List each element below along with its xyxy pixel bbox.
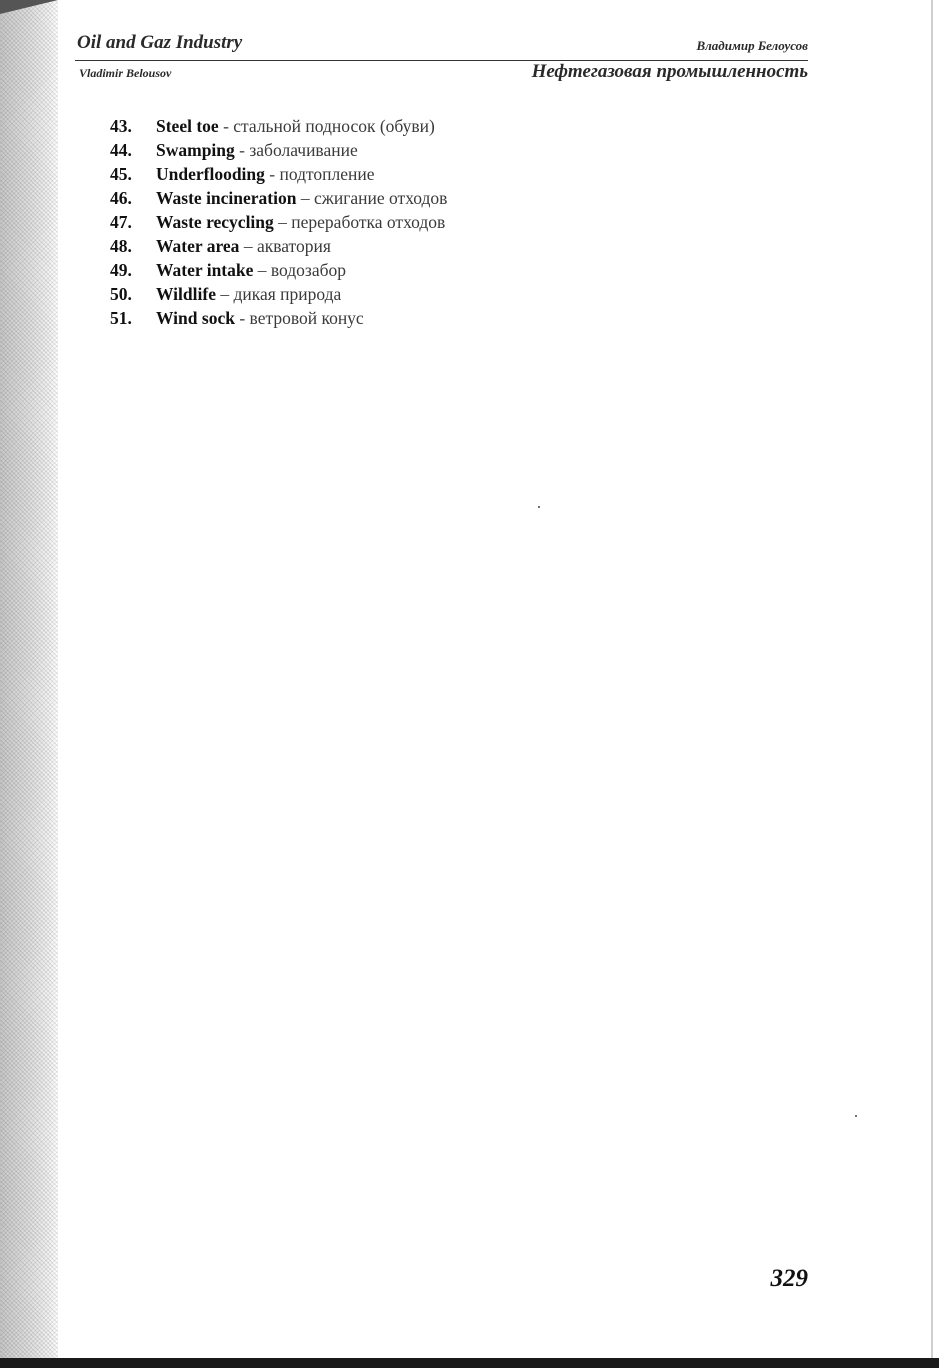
item-number: 47. — [110, 212, 132, 232]
glossary-item — [110, 162, 447, 186]
item-term: Underflooding — [156, 164, 265, 184]
item-translation: переработка отходов — [291, 212, 446, 232]
item-translation: акватория — [256, 236, 331, 256]
scan-corner-shadow — [0, 0, 58, 14]
header-author-ru: Владимир Белоусов — [696, 38, 808, 53]
item-translation: заболачивание — [249, 140, 358, 160]
scan-bottom-band — [0, 1358, 939, 1368]
item-separator: - — [234, 140, 250, 160]
glossary-list — [110, 114, 447, 330]
item-translation: водозабор — [270, 260, 347, 280]
item-separator: – — [253, 260, 271, 280]
glossary-item — [110, 210, 447, 234]
item-number: 45. — [110, 164, 132, 184]
header-title-en: Oil and Gaz Industry — [77, 32, 243, 53]
item-term: Water area — [156, 236, 240, 256]
glossary-item — [110, 234, 447, 258]
glossary-item — [110, 114, 447, 138]
item-number: 50. — [110, 284, 132, 304]
scan-right-edge — [931, 0, 933, 1368]
glossary-item — [110, 282, 447, 306]
item-separator: – — [273, 212, 292, 232]
glossary-item — [110, 138, 447, 162]
header-author-en: Vladimir Belousov — [79, 66, 172, 80]
item-translation: сжигание отходов — [313, 188, 448, 208]
item-number: 43. — [110, 116, 132, 136]
item-separator: - — [264, 164, 280, 184]
item-number: 49. — [110, 260, 132, 280]
item-term: Swamping — [156, 140, 235, 160]
item-term: Waste recycling — [156, 212, 274, 232]
item-number: 44. — [110, 140, 132, 160]
item-separator: – — [215, 284, 234, 304]
item-number: 48. — [110, 236, 132, 256]
item-separator: - — [218, 116, 234, 136]
scan-binding-edge — [0, 0, 58, 1368]
scan-speck — [855, 1115, 857, 1117]
item-term: Wind sock — [156, 308, 235, 328]
page-number: 329 — [770, 1265, 808, 1292]
item-separator: - — [234, 308, 250, 328]
item-term: Steel toe — [156, 116, 219, 136]
item-translation: стальной подносок (обуви) — [233, 116, 435, 136]
glossary-item — [110, 186, 447, 210]
item-separator: – — [239, 236, 257, 256]
header-title-ru: Нефтегазовая промышленность — [531, 61, 808, 82]
glossary-item — [110, 258, 447, 282]
item-separator: – — [296, 188, 314, 208]
item-number: 46. — [110, 188, 132, 208]
item-term: Waste incineration — [156, 188, 297, 208]
scan-speck — [538, 506, 540, 508]
item-translation: ветровой конус — [249, 308, 364, 328]
glossary-item — [110, 306, 447, 330]
item-number: 51. — [110, 308, 132, 328]
item-term: Water intake — [156, 260, 254, 280]
item-translation: дикая природа — [233, 284, 342, 304]
item-term: Wildlife — [156, 284, 216, 304]
item-translation: подтопление — [279, 164, 375, 184]
